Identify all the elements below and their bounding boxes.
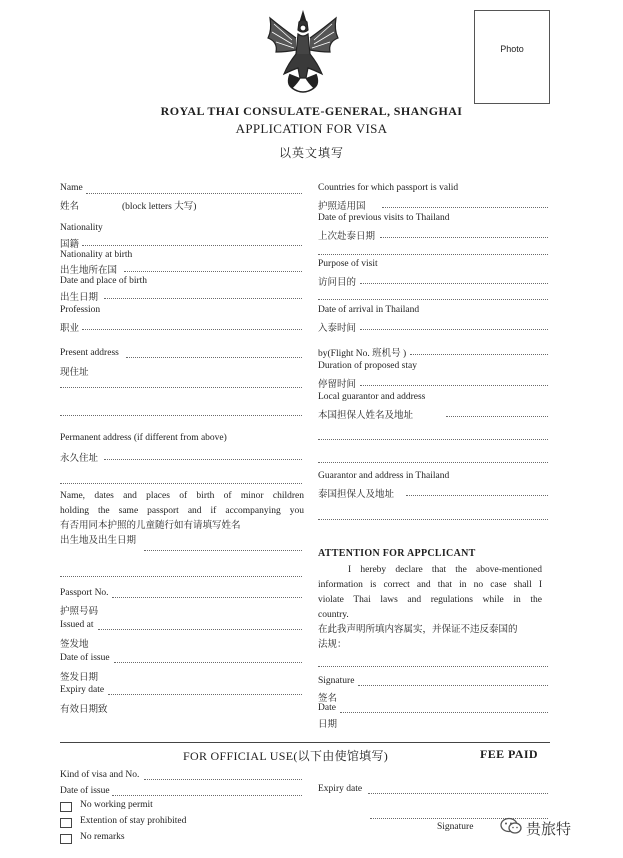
nationality-birth-field[interactable] — [124, 271, 302, 272]
issue-date-label-zh: 签发日期 — [60, 673, 99, 683]
minor-children-line-2-field[interactable] — [60, 576, 302, 577]
birth-date-place-field[interactable] — [104, 298, 302, 299]
permanent-address-field[interactable] — [104, 459, 302, 460]
duration-field[interactable] — [360, 385, 548, 386]
passport-label-zh: 护照号码 — [60, 607, 99, 617]
photo-box[interactable] — [474, 10, 550, 104]
nationality-birth-label: Nationality at birth — [60, 250, 133, 260]
birth-date-place-label-zh: 出生日期 — [60, 293, 99, 303]
visa-kind-label: Kind of visa and No. — [60, 770, 140, 780]
passport-label: Passport No. — [60, 588, 109, 598]
no-remarks-label: No remarks — [80, 832, 125, 842]
countries-field[interactable] — [382, 207, 548, 208]
present-address-field[interactable] — [126, 357, 302, 358]
expiry-date-label: Expiry date — [60, 685, 105, 695]
official-divider — [60, 742, 550, 743]
arrival-date-field[interactable] — [360, 329, 548, 330]
thai-guarantor-line-2[interactable] — [318, 519, 548, 520]
previous-visits-line-2[interactable] — [318, 254, 548, 255]
signature-field[interactable] — [358, 685, 548, 686]
previous-visits-label-zh: 上次赴泰日期 — [318, 232, 376, 242]
minor-children-line-1: Name, dates and places of birth of minor children — [60, 491, 304, 501]
issue-date-field[interactable] — [114, 662, 302, 663]
signature-label: Signature — [318, 676, 355, 686]
issued-at-label: Issued at — [60, 620, 94, 630]
name-label: Name — [60, 183, 83, 193]
thai-guarantor-label: Guarantor and address in Thailand — [318, 471, 450, 481]
official-expiry-label: Expiry date — [318, 784, 363, 794]
duration-label-zh: 停留时间 — [318, 380, 357, 390]
minor-children-line-2: holding the same passport and if accompanying you — [60, 506, 304, 516]
name-label-zh: 姓名 — [60, 202, 80, 212]
official-use-title: FOR OFFICIAL USE(以下由使馆填写) — [183, 749, 389, 763]
purpose-label-zh: 访问目的 — [318, 278, 357, 288]
date-label-zh: 日期 — [318, 720, 338, 730]
declaration-text — [318, 563, 542, 653]
nationality-field[interactable] — [82, 245, 302, 246]
photo-label: Photo — [500, 44, 524, 54]
purpose-line-2[interactable] — [318, 299, 548, 300]
issued-at-field[interactable] — [98, 629, 302, 630]
arrival-date-label-zh: 入泰时间 — [318, 324, 357, 334]
permanent-address-label-zh: 永久住址 — [60, 454, 99, 464]
name-field[interactable] — [86, 193, 302, 194]
declaration-line-3: violate Thai laws and regulations while in the — [318, 595, 542, 605]
name-hint: (block letters 大写) — [122, 202, 197, 212]
watermark-text: 贵旅特 — [526, 819, 572, 838]
minor-children-line-zh-2: 出生地及出生日期 — [60, 536, 137, 546]
countries-label: Countries for which passport is valid — [318, 183, 459, 193]
declaration-line-1: I hereby declare that the above-mentioned — [348, 565, 542, 575]
expiry-date-label-zh: 有效日期致 — [60, 705, 108, 715]
issue-date-label: Date of issue — [60, 653, 110, 663]
declaration-line-field[interactable] — [318, 666, 548, 667]
garuda-emblem-icon — [262, 8, 344, 103]
present-address-label: Present address — [60, 348, 119, 358]
date-label: Date — [318, 703, 336, 713]
purpose-field[interactable] — [360, 283, 548, 284]
flight-label: by(Flight No. 班机号 ) — [318, 349, 407, 359]
official-issue-date-field[interactable] — [112, 795, 302, 796]
previous-visits-label: Date of previous visits to Thailand — [318, 213, 450, 223]
declaration-line-zh-1: 在此我声明所填内容属实，并保证不违反泰国的 — [318, 625, 518, 635]
profession-label: Profession — [60, 305, 101, 315]
local-guarantor-line-3[interactable] — [318, 462, 548, 463]
extension-prohibited-label: Extention of stay prohibited — [80, 816, 187, 826]
attention-title: ATTENTION FOR APPCLICANT — [318, 548, 476, 559]
thai-guarantor-label-zh: 泰国担保人及地址 — [318, 490, 395, 500]
previous-visits-field[interactable] — [380, 237, 548, 238]
declaration-line-2: information is correct and that in no case shall I — [318, 580, 542, 590]
fee-paid-label: FEE PAID — [480, 747, 538, 761]
local-guarantor-label: Local guarantor and address — [318, 392, 426, 402]
profession-field[interactable] — [82, 329, 302, 330]
duration-label: Duration of proposed stay — [318, 361, 417, 371]
declaration-line-zh-2: 法规： — [318, 640, 347, 650]
declaration-line-4: country. — [318, 610, 349, 620]
no-remarks-checkbox[interactable] — [60, 834, 72, 844]
date-field[interactable] — [340, 712, 548, 713]
minor-children-field[interactable] — [144, 550, 302, 551]
permanent-address-line-2[interactable] — [60, 483, 302, 484]
extension-prohibited-checkbox[interactable] — [60, 818, 72, 828]
present-address-line-3[interactable] — [60, 415, 302, 416]
arrival-date-label: Date of arrival in Thailand — [318, 305, 420, 315]
wechat-icon — [500, 817, 522, 839]
nationality-label: Nationality — [60, 223, 103, 233]
permanent-address-label: Permanent address (if different from above) — [60, 433, 227, 443]
profession-label-zh: 职业 — [60, 324, 80, 334]
issued-at-label-zh: 签发地 — [60, 640, 89, 650]
application-subtitle: 以英文填写 — [278, 146, 344, 160]
official-expiry-field[interactable] — [368, 793, 548, 794]
nationality-label-zh: 国籍 — [60, 240, 80, 250]
purpose-label: Purpose of visit — [318, 259, 378, 269]
present-address-line-2[interactable] — [60, 387, 302, 388]
no-working-permit-label: No working permit — [80, 800, 153, 810]
countries-label-zh: 护照适用国 — [318, 202, 366, 212]
expiry-date-field[interactable] — [108, 694, 302, 695]
minor-children-line-zh-1: 有否用同本护照的儿童随行如有请填写姓名 — [60, 521, 241, 531]
thai-guarantor-field[interactable] — [406, 495, 548, 496]
consulate-name: ROYAL THAI CONSULATE-GENERAL, SHANGHAI — [160, 104, 463, 118]
minor-children-text — [60, 489, 304, 549]
present-address-label-zh: 现住址 — [60, 368, 89, 378]
birth-date-place-label: Date and place of birth — [60, 276, 148, 286]
official-issue-date-label: Date of issue — [60, 786, 110, 796]
local-guarantor-line-2[interactable] — [318, 439, 548, 440]
local-guarantor-field[interactable] — [446, 416, 548, 417]
wechat-watermark — [500, 817, 571, 839]
passport-field[interactable] — [112, 597, 302, 598]
signature-label-zh: 签名 — [318, 694, 338, 704]
official-signature-label: Signature — [437, 822, 474, 832]
local-guarantor-label-zh: 本国担保人姓名及地址 — [318, 411, 414, 421]
visa-kind-field[interactable] — [144, 779, 302, 780]
application-title: APPLICATION FOR VISA — [235, 121, 388, 136]
no-working-permit-checkbox[interactable] — [60, 802, 72, 812]
flight-field[interactable] — [410, 354, 548, 355]
nationality-birth-label-zh: 出生地所在国 — [60, 266, 118, 276]
